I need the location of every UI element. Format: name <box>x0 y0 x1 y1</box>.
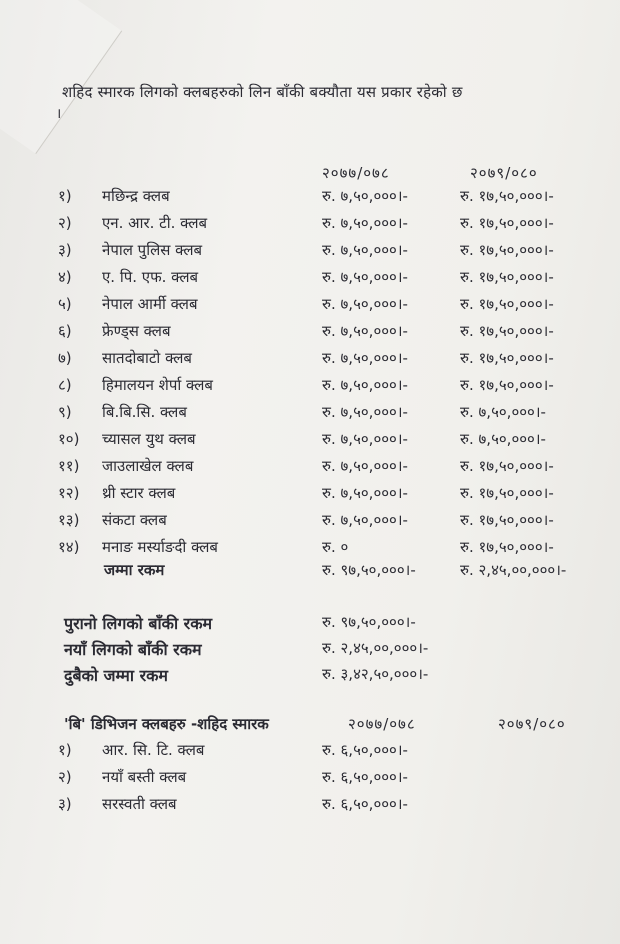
club-number: ८) <box>58 376 72 394</box>
summary-label: पुरानो लिगको बाँकी रकम <box>64 614 213 633</box>
club-number: ७) <box>58 349 72 367</box>
club-row <box>0 267 620 294</box>
club-name: सरस्वती क्लब <box>102 795 177 813</box>
amount-2079: रु. १७,५०,०००।- <box>460 484 554 502</box>
amount-2079: रु. १७,५०,०००।- <box>460 187 554 205</box>
amount-2079: रु. १७,५०,०००।- <box>460 214 554 232</box>
summary-label: दुबैको जम्मा रकम <box>64 666 168 685</box>
club-row <box>0 375 620 402</box>
division-b-row <box>0 740 620 767</box>
club-row <box>0 294 620 321</box>
amount-2077: रु. ७,५०,०००।- <box>322 214 408 232</box>
amount-2077: रु. ७,५०,०००।- <box>322 430 408 448</box>
summary-value: रु. ३,४२,५०,०००।- <box>322 665 429 683</box>
club-name: च्यासल युथ क्लब <box>102 430 196 448</box>
club-name: आर. सि. टि. क्लब <box>102 741 205 759</box>
club-row <box>0 429 620 456</box>
division-b-row <box>0 767 620 794</box>
club-number: ३) <box>58 241 72 259</box>
club-name: थ्री स्टार क्लब <box>102 484 176 502</box>
club-name: नयाँ बस्ती क्लब <box>102 768 187 786</box>
amount-2077: रु. ७,५०,०००।- <box>322 241 408 259</box>
total-row <box>0 560 620 587</box>
column-header-a: २०७७/०७८ <box>322 164 390 182</box>
amount-2079: रु. १७,५०,०००।- <box>460 295 554 313</box>
club-number: ६) <box>58 322 72 340</box>
amount-2077: रु. ० <box>322 538 349 556</box>
amount-2079: रु. १७,५०,०००।- <box>460 511 554 529</box>
amount-2079: रु. १७,५०,०००।- <box>460 538 554 556</box>
amount-2079: रु. १७,५०,०००।- <box>460 376 554 394</box>
amount-2077: रु. ७,५०,०००।- <box>322 376 408 394</box>
club-name: संकटा क्लब <box>102 511 167 529</box>
amount-2077: रु. ७,५०,०००।- <box>322 322 408 340</box>
total-label: जम्मा रकम <box>104 561 165 579</box>
division-b-title: 'बि' डिभिजन क्लबहरु -शहिद स्मारक <box>64 715 269 733</box>
club-number: २) <box>58 214 72 232</box>
club-number: १) <box>58 187 72 205</box>
summary-label: नयाँ लिगको बाँकी रकम <box>64 640 202 659</box>
club-row <box>0 240 620 267</box>
amount-2079: रु. १७,५०,०००।- <box>460 457 554 475</box>
club-name: बि.बि.सि. क्लब <box>102 403 187 421</box>
club-row <box>0 402 620 429</box>
amount-2079: रु. १७,५०,०००।- <box>460 349 554 367</box>
amount-2077: रु. ६,५०,०००।- <box>322 741 408 759</box>
amount-2077: रु. ७,५०,०००।- <box>322 484 408 502</box>
club-number: १) <box>58 741 72 759</box>
club-name: नेपाल आर्मी क्लब <box>102 295 198 313</box>
club-number: १३) <box>58 511 80 529</box>
total-b: रु. २,४५,००,०००।- <box>460 561 567 579</box>
amount-2077: रु. ६,५०,०००।- <box>322 768 408 786</box>
club-name: फ्रेण्ड्स क्लब <box>102 322 171 340</box>
club-row <box>0 213 620 240</box>
amount-2079: रु. १७,५०,०००।- <box>460 268 554 286</box>
division-b-row <box>0 794 620 821</box>
club-name: एन. आर. टी. क्लब <box>102 214 208 232</box>
club-name: हिमालयन शेर्पा क्लब <box>102 376 213 394</box>
club-name: मनाङ मर्स्याङदी क्लब <box>102 538 218 556</box>
club-name: नेपाल पुलिस क्लब <box>102 241 203 259</box>
summary-value: रु. २,४५,००,०००।- <box>322 639 429 657</box>
club-row <box>0 483 620 510</box>
club-row <box>0 348 620 375</box>
amount-2077: रु. ७,५०,०००।- <box>322 457 408 475</box>
club-number: १४) <box>58 538 80 556</box>
club-number: ११) <box>58 457 80 475</box>
column-header-b: २०७९/०८० <box>470 164 538 182</box>
club-name: सातदोबाटो क्लब <box>102 349 192 367</box>
club-name: मछिन्द्र क्लब <box>102 187 170 205</box>
amount-2077: रु. ७,५०,०००।- <box>322 403 408 421</box>
total-a: रु. ९७,५०,०००।- <box>322 561 416 579</box>
club-number: ९) <box>58 403 72 421</box>
amount-2079: रु. १७,५०,०००।- <box>460 322 554 340</box>
club-row <box>0 186 620 213</box>
club-number: १२) <box>58 484 80 502</box>
division-b-col-a: २०७७/०७८ <box>348 715 416 733</box>
club-number: २) <box>58 768 72 786</box>
intro-text: शहिद स्मारक लिगको क्लबहरुको लिन बाँकी बक्यौता यस प्रकार रहेको छ <box>62 83 463 101</box>
club-name: जाउलाखेल क्लब <box>102 457 194 475</box>
summary-value: रु. ९७,५०,०००।- <box>322 613 416 631</box>
club-number: ३) <box>58 795 72 813</box>
club-number: ४) <box>58 268 72 286</box>
amount-2079: रु. ७,५०,०००।- <box>460 430 546 448</box>
amount-2077: रु. ७,५०,०००।- <box>322 511 408 529</box>
club-row <box>0 321 620 348</box>
club-name: ए. पि. एफ. क्लब <box>102 268 199 286</box>
club-number: १०) <box>58 430 80 448</box>
amount-2079: रु. १७,५०,०००।- <box>460 241 554 259</box>
amount-2077: रु. ७,५०,०००।- <box>322 349 408 367</box>
amount-2077: रु. ७,५०,०००।- <box>322 268 408 286</box>
amount-2077: रु. ६,५०,०००।- <box>322 795 408 813</box>
intro-end: । <box>56 106 62 122</box>
club-row <box>0 510 620 537</box>
club-row <box>0 456 620 483</box>
amount-2077: रु. ७,५०,०००।- <box>322 187 408 205</box>
division-b-col-b: २०७९/०८० <box>498 715 566 733</box>
paper-fold <box>0 0 122 154</box>
club-number: ५) <box>58 295 72 313</box>
amount-2077: रु. ७,५०,०००।- <box>322 295 408 313</box>
amount-2079: रु. ७,५०,०००।- <box>460 403 546 421</box>
